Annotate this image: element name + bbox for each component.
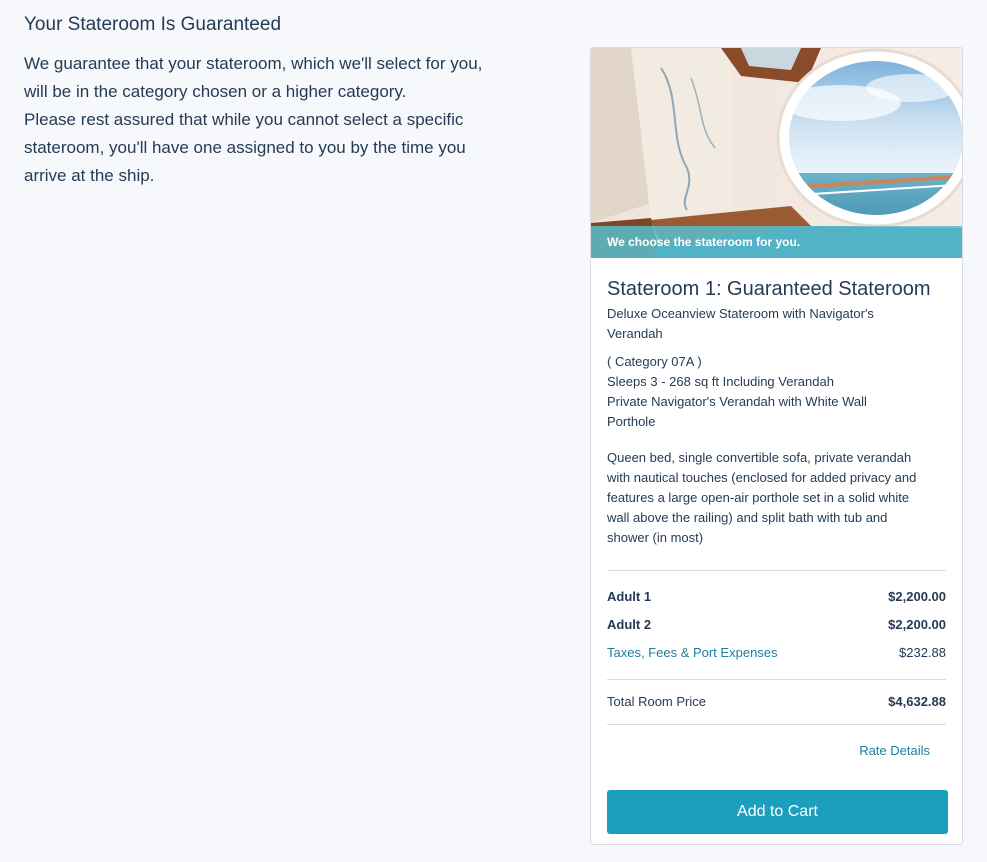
card-body (591, 258, 962, 834)
price-breakdown (607, 571, 946, 679)
description-line: shower (in most) (607, 530, 704, 545)
price-label: Adult 2 (607, 617, 652, 632)
total-room-price-row (607, 680, 946, 724)
price-row-taxes (607, 639, 946, 667)
price-summary (607, 570, 946, 725)
price-amount: $232.88 (899, 645, 946, 660)
price-amount: $2,200.00 (888, 589, 946, 604)
price-label: Adult 1 (607, 589, 652, 604)
divider (607, 724, 946, 725)
total-amount: $4,632.88 (888, 694, 946, 709)
stateroom-description (607, 448, 946, 548)
intro-section (24, 12, 524, 190)
description-line: wall above the railing) and split bath with tub and (607, 510, 888, 525)
stateroom-type-line: Verandah (607, 326, 663, 341)
stateroom-feature: Porthole (607, 414, 656, 429)
price-amount: $2,200.00 (888, 617, 946, 632)
page-heading: Your Stateroom Is Guaranteed (24, 14, 282, 35)
stateroom-card (590, 47, 963, 845)
stateroom-photo (591, 48, 962, 258)
price-row-adult-1 (607, 583, 946, 611)
intro-line: arrive at the ship. (24, 166, 155, 185)
stateroom-category: ( Category 07A ) (607, 354, 702, 369)
photo-caption: We choose the stateroom for you. (591, 226, 962, 258)
stateroom-title: Stateroom 1: Guaranteed Stateroom (607, 278, 931, 300)
intro-line: will be in the category chosen or a higher category. (24, 82, 407, 101)
intro-text (24, 50, 524, 190)
intro-line: stateroom, you'll have one assigned to you by the time you (24, 138, 466, 157)
intro-line: Please rest assured that while you cannot select a specific (24, 110, 464, 129)
price-row-adult-2 (607, 611, 946, 639)
stateroom-type (607, 304, 946, 344)
add-to-cart-button[interactable]: Add to Cart (607, 790, 948, 834)
taxes-fees-link[interactable]: Taxes, Fees & Port Expenses (607, 645, 778, 660)
rate-details-link[interactable]: Rate Details (859, 743, 930, 758)
stateroom-type-line: Deluxe Oceanview Stateroom with Navigator's (607, 306, 874, 321)
description-line: Queen bed, single convertible sofa, private verandah (607, 450, 912, 465)
stateroom-details (607, 352, 946, 432)
description-line: with nautical touches (enclosed for added privacy and (607, 470, 917, 485)
stateroom-feature: Private Navigator's Verandah with White Wall (607, 394, 867, 409)
description-line: features a large open-air porthole set in a solid white (607, 490, 910, 505)
intro-line: We guarantee that your stateroom, which we'll select for you, (24, 54, 483, 73)
stateroom-sleeps: Sleeps 3 - 268 sq ft Including Verandah (607, 374, 834, 389)
total-label: Total Room Price (607, 694, 706, 709)
